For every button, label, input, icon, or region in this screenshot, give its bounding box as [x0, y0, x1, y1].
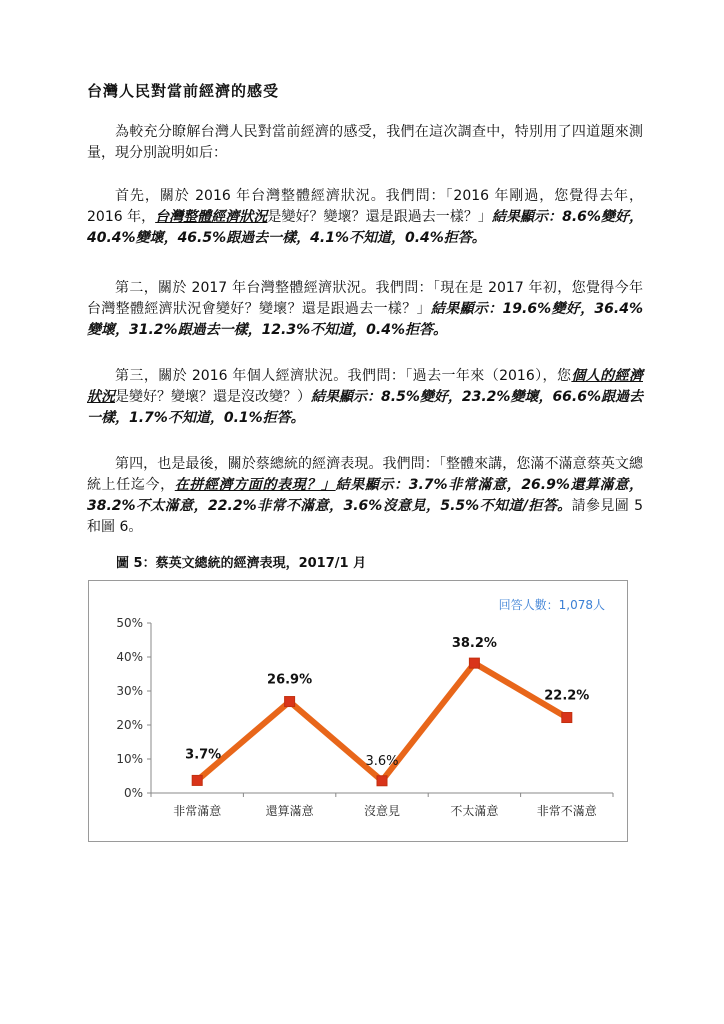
- y-tick-label: 40%: [116, 650, 143, 664]
- data-label: 3.6%: [365, 753, 399, 769]
- chart-axes: [116, 616, 613, 818]
- data-label: 26.9%: [267, 672, 313, 688]
- intro-paragraph: [87, 122, 643, 164]
- data-point: [377, 776, 387, 786]
- p4-question: 第四，也是最後，關於蔡總統的經濟表現。我們問：「整體來講，您滿不滿意蔡英文總統上任迄今，: [87, 456, 643, 493]
- p4-emphasis: 在拼經濟方面的表現？」: [174, 477, 336, 493]
- data-point: [469, 658, 479, 668]
- p3-emphasis: 個人的經濟狀況: [87, 368, 643, 405]
- paragraph-2: [87, 278, 643, 341]
- data-label: 3.7%: [185, 747, 222, 763]
- figure-label: 圖 5：: [116, 556, 156, 571]
- x-tick-label: 不太滿意: [450, 804, 499, 818]
- p3-question: 第三，關於 2016 年個人經濟狀況。我們問：「過去一年來（2016），您: [115, 368, 572, 384]
- x-tick-label: 非常滿意: [173, 804, 222, 818]
- x-tick-label: 非常不滿意: [536, 804, 597, 818]
- p2-result: 結果顯示：19.6%變好，36.4%變壞，31.2%跟過去一樣，12.3%不知道，0.4%拒答。: [87, 301, 644, 338]
- p1-question-end: 是變好？變壞？還是跟過去一樣？」: [267, 209, 492, 225]
- y-tick-label: 20%: [116, 718, 143, 732]
- p1-emphasis: 台灣整體經濟狀況: [155, 209, 268, 225]
- section-heading: 台灣人民對當前經濟的感受: [87, 82, 280, 100]
- data-point: [192, 775, 202, 785]
- paragraph-3: [87, 366, 643, 429]
- y-tick-label: 50%: [116, 616, 143, 630]
- y-tick-label: 0%: [123, 786, 143, 800]
- data-label: 38.2%: [451, 636, 497, 652]
- data-label: 22.2%: [544, 688, 590, 704]
- p3-question-end: 是變好？變壞？還是沒改變？）: [115, 389, 312, 405]
- p2-question: 第二，關於 2017 年台灣整體經濟狀況。我們問：「現在是 2017 年初，您覺得今年台灣整體經濟狀況會變好？變壞？還是跟過去一樣？」: [87, 280, 643, 317]
- x-tick-label: 還算滿意: [265, 804, 314, 818]
- paragraph-4: [87, 454, 643, 538]
- p3-result: 結果顯示：8.5%變好，23.2%變壞，66.6%跟過去一樣，1.7%不知道，0.1%拒答。: [87, 389, 644, 426]
- data-point: [562, 713, 572, 723]
- p4-reference: 請參見圖 5 和圖 6。: [87, 498, 643, 535]
- x-tick-label: 沒意見: [363, 804, 401, 818]
- y-tick-label: 10%: [116, 752, 143, 766]
- line-chart: [89, 581, 627, 841]
- data-point: [285, 697, 295, 707]
- figure-title: 蔡英文總統的經濟表現，2017/1 月: [155, 556, 367, 571]
- figure-caption: [116, 552, 366, 571]
- chart-frame: [88, 580, 628, 842]
- p4-result: 結果顯示：3.7%非常滿意，26.9%還算滿意，38.2%不太滿意，22.2%非常不滿意，3.6%沒意見，5.5%不知道/拒答。: [87, 477, 644, 514]
- paragraph-1: [87, 186, 643, 249]
- respondents-annotation: 回答人數：1,078人: [498, 598, 605, 612]
- chart-marks: [185, 636, 589, 786]
- intro-text: 為較充分瞭解台灣人民對當前經濟的感受，我們在這次調查中，特別用了四道題來測量，現分別說明如后：: [87, 124, 643, 161]
- p1-result: 結果顯示：8.6%變好，40.4%變壞，46.5%跟過去一樣，4.1%不知道，0.4%拒答。: [87, 209, 643, 246]
- p1-question: 首先，關於 2016 年台灣整體經濟狀況。我們問：「2016 年剛過，您覺得去年，2016 年，: [87, 188, 643, 225]
- y-tick-label: 30%: [116, 684, 143, 698]
